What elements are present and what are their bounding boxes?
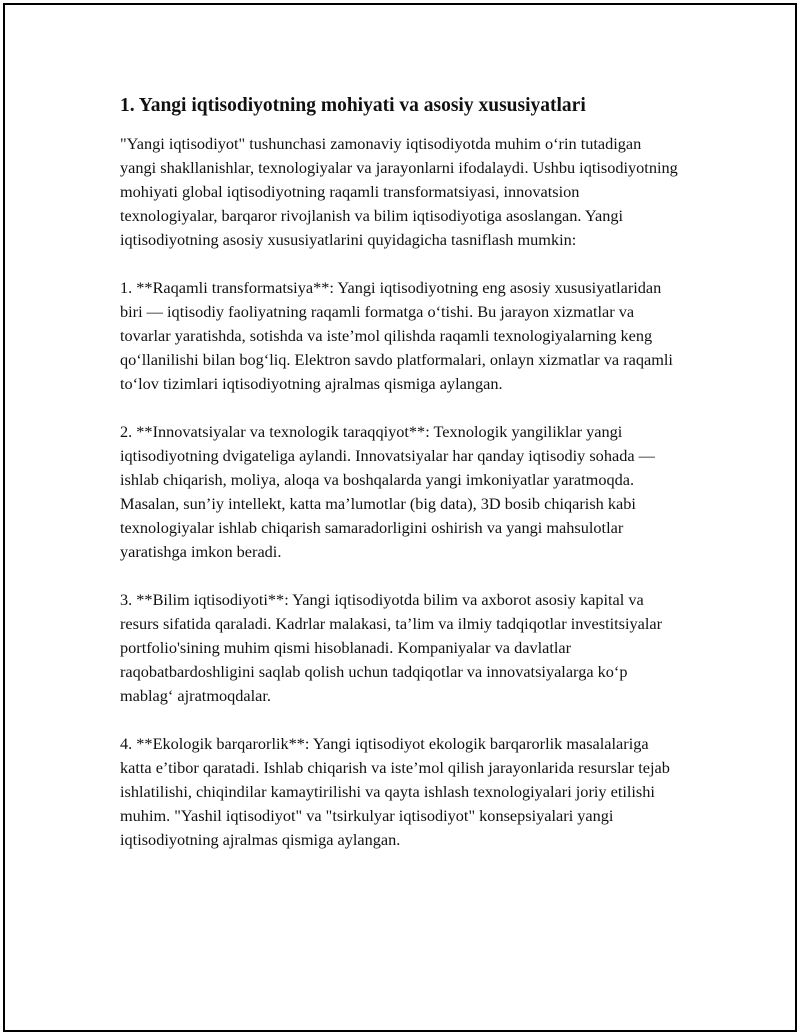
paragraph-knowledge-economy: 3. **Bilim iqtisodiyoti**: Yangi iqtisodiyotda bilim va axborot asosiy kapital va resurs sifatida qaraladi. Kadrlar malakasi, ta’lim va ilmiy tadqiqotlar investitsiyalar portfolio'sining muhim qismi hisoblanadi. Kompaniyalar va davlatlar raqobatbardoshligini saqlab qolish uchun tadqiqotlar va innovatsiyalarga ko‘p mablag‘ ajratmoqdalar. xyxy=(120,590,663,706)
document-page xyxy=(3,3,797,1032)
document-title: 1. Yangi iqtisodiyotning mohiyati va asosiy xususiyatlari xyxy=(120,95,586,116)
paragraph-ecological-sustainability: 4. **Ekologik barqarorlik**: Yangi iqtisodiyot ekologik barqarorlik masalalariga katta e’tibor qaratadi. Ishlab chiqarish va iste’mol qilish jarayonlarida resurslar tejab ishlatilishi, chiqindilar kamaytirilishi va qayta ishlash texnologiyalari joriy etilishi muhim. "Yashil iqtisodiyot" va "tsirkulyar iqtisodiyot" konsepsiyalari yangi iqtisodiyotning ajralmas qismiga aylangan. xyxy=(120,734,670,850)
document-body xyxy=(120,93,680,876)
paragraph-innovations: 2. **Innovatsiyalar va texnologik taraqqiyot**: Texnologik yangiliklar yangi iqtisodiyotning dvigateliga aylandi. Innovatsiyalar har qanday iqtisodiy sohada — ishlab chiqarish, moliya, aloqa va boshqalarda yangi imkoniyatlar yaratmoqda. Masalan, sun’iy intellekt, katta ma’lumotlar (big data), 3D bosib chiqarish kabi texnologiyalar ishlab chiqarish samaradorligini oshirish va yangi mahsulotlar yaratishga imkon beradi. xyxy=(120,422,655,562)
paragraph-digital-transformation: 1. **Raqamli transformatsiya**: Yangi iqtisodiyotning eng asosiy xususiyatlaridan biri — iqtisodiy faoliyatning raqamli formatga o‘tishi. Bu jarayon xizmatlar va tovarlar yaratishda, sotishda va iste’mol qilishda raqamli texnologiyalarning keng qo‘llanilishi bilan bog‘liq. Elektron savdo platformalari, onlayn xizmatlar va raqamli to‘lov tizimlari iqtisodiyotning ajralmas qismiga aylangan. xyxy=(120,278,673,394)
paragraph-intro: "Yangi iqtisodiyot" tushunchasi zamonaviy iqtisodiyotda muhim o‘rin tutadigan yangi shakllanishlar, texnologiyalar va jarayonlarni ifodalaydi. Ushbu iqtisodiyotning mohiyati global iqtisodiyotning raqamli transformatsiyasi, innovatsion texnologiyalar, barqaror rivojlanish va bilim iqtisodiyotiga asoslangan. Yangi iqtisodiyotning asosiy xususiyatlarini quyidagicha tasniflash mumkin: xyxy=(120,134,678,250)
